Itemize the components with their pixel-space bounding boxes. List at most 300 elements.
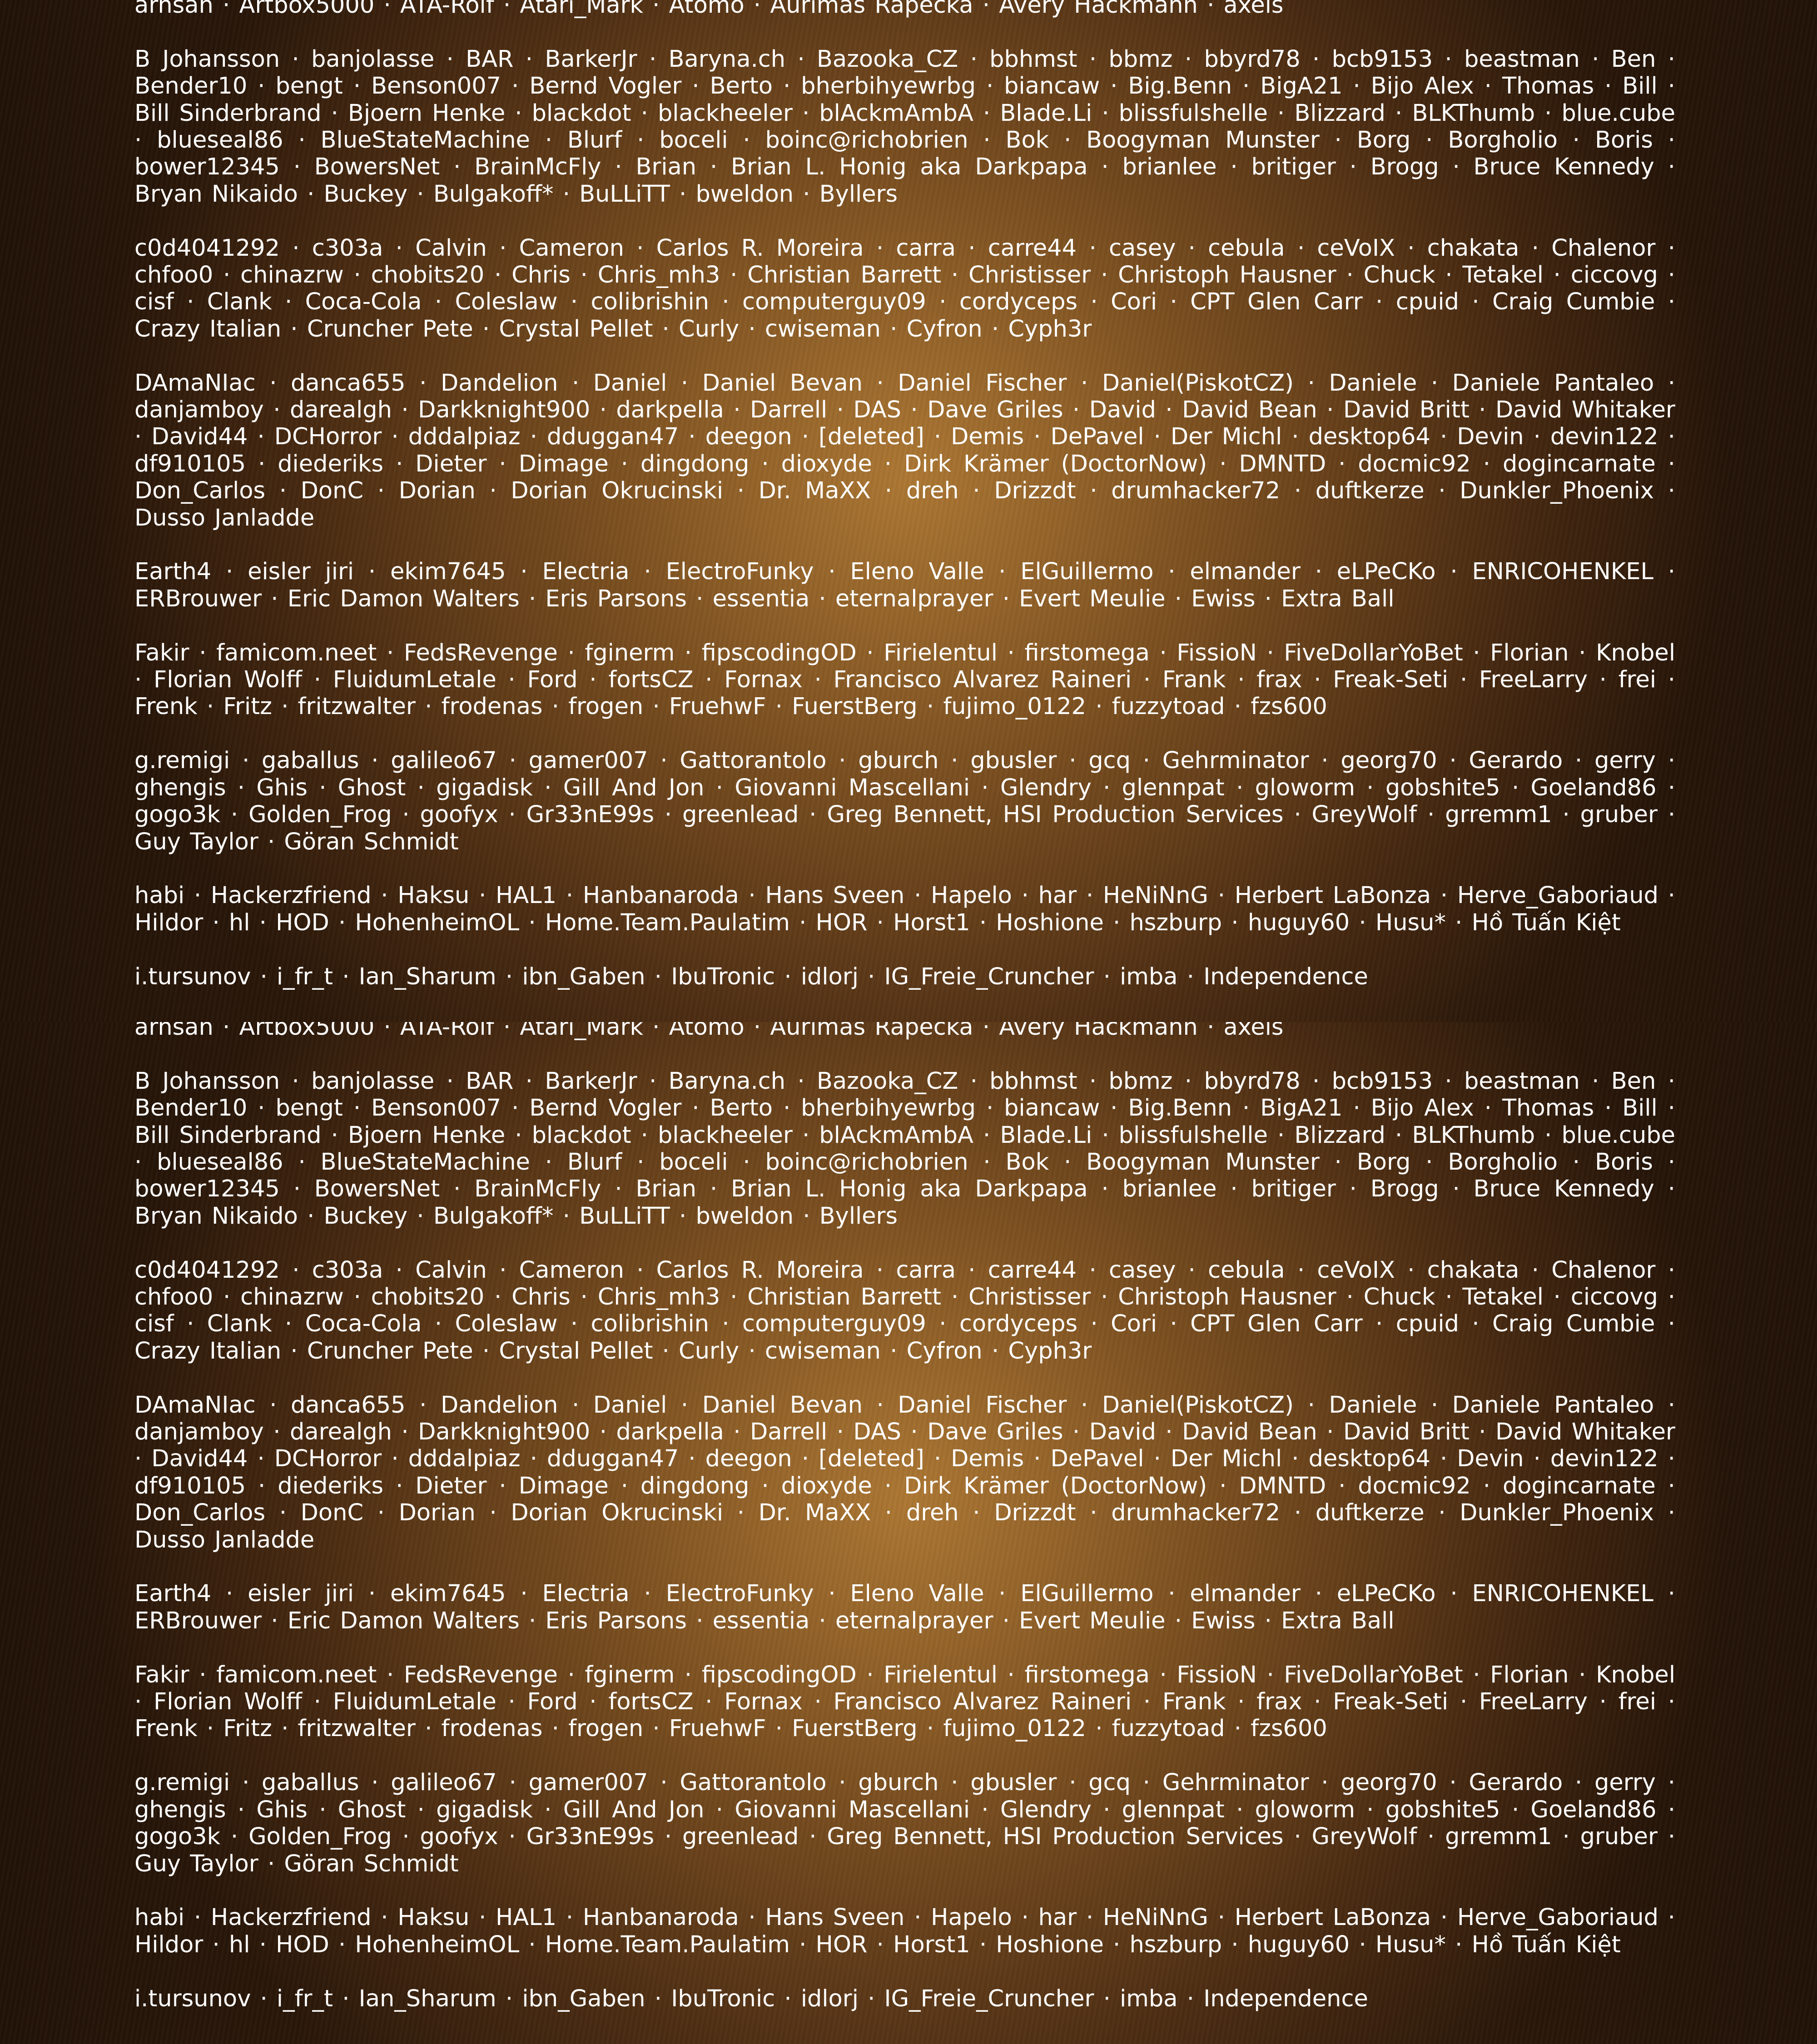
- contributor-name: Crystal Pellet: [499, 1338, 653, 1364]
- contributor-name: darealgh: [290, 397, 392, 423]
- contributor-name: beastman: [1464, 1068, 1580, 1095]
- contributor-name: darkpella: [616, 1419, 724, 1445]
- contributor-name: c0d4041292: [134, 235, 280, 262]
- contributor-name: Byllers: [819, 1203, 898, 1230]
- contributor-name: cisf: [134, 1310, 174, 1337]
- contributor-name: Cyph3r: [1008, 316, 1092, 342]
- contributor-name: Earth4: [134, 558, 211, 585]
- contributor-name: danca655: [291, 1392, 406, 1419]
- contributor-name: dddalpiaz: [408, 1445, 521, 1472]
- contributor-name: Fornax: [724, 666, 803, 693]
- contributor-name: docmic92: [1358, 451, 1470, 477]
- contributor-name: gigadisk: [436, 1796, 533, 1823]
- contributor-name: Darrell: [750, 1419, 827, 1445]
- contributor-name: Cori: [1111, 1310, 1157, 1337]
- contributor-name: Dave Griles: [927, 397, 1063, 423]
- contributor-name: eLPeCKo: [1337, 1580, 1436, 1607]
- contributor-name: casey: [1109, 1257, 1176, 1284]
- contributor-name: Chris_mh3: [598, 1284, 720, 1310]
- contributor-name: Firielentul: [884, 1662, 998, 1688]
- contributor-name: BowersNet: [314, 154, 440, 180]
- contributor-name: Hapelo: [931, 882, 1012, 909]
- contributor-name: Gill And Jon: [563, 774, 705, 801]
- contributor-name: Dorian: [399, 477, 476, 504]
- contributor-name: BAR: [466, 46, 513, 73]
- contributor-name: Bjoern Henke: [348, 100, 505, 127]
- contributor-name: carra: [896, 1257, 956, 1284]
- contributor-name: Christoph Hausner: [1118, 262, 1336, 288]
- contributor-name: blueseal86: [157, 127, 283, 154]
- contributor-name: Firielentul: [884, 640, 998, 666]
- contributor-name: Knobel: [1596, 1662, 1675, 1688]
- contributor-name: ciccovg: [1571, 1284, 1658, 1310]
- contributor-name: FluidumLetale: [333, 666, 496, 693]
- contributor-name: greenlead: [682, 801, 799, 828]
- credits-group: Earth4 · eisler jiri · ekim7645 · Electria · ElectroFunky · Eleno Valle · ElGuillermo · elmander · eLPeCKo · ENRICOHENKEL · ERBrouwer · Eric Damon Walters · Eris Parsons · essentia · eternalprayer · Evert Meulie · Ewiss · Extra Ball: [134, 1580, 1675, 1634]
- contributor-name: fujimo_0122: [943, 1715, 1086, 1742]
- credits-group: Fakir · famicom.neet · FedsRevenge · fginerm · fipscodingOD · Firielentul · firstomega · FissioN · FiveDollarYoBet · Florian · Knobel · Florian Wolff · FluidumLetale · Ford · fortsCZ · Fornax · Francisco Alvarez Raineri · Frank · frax · Freak-Seti · FreeLarry · frei · Frenk · Fritz · fritzwalter · frodenas · frogen · FruehwF · FuerstBerg · fujimo_0122 · fuzzytoad · fzs600: [134, 1662, 1675, 1742]
- contributor-name: imba: [1120, 1985, 1177, 2012]
- contributor-name: DCHorror: [274, 1445, 382, 1472]
- contributor-name: CPT Glen Carr: [1190, 1310, 1363, 1337]
- contributor-name: devin122: [1550, 1445, 1658, 1472]
- contributor-name: bherbihyewrbg: [801, 73, 976, 99]
- contributor-name: Guy Taylor: [134, 829, 258, 855]
- contributor-name: Golden_Frog: [248, 1823, 392, 1850]
- contributor-name: Blade.Li: [1000, 100, 1092, 127]
- contributor-name: Knobel: [1596, 640, 1675, 666]
- contributor-name: FreeLarry: [1479, 1688, 1588, 1715]
- contributor-name: Daniel Bevan: [702, 370, 863, 397]
- contributor-name: Bjoern Henke: [348, 1122, 505, 1149]
- contributor-name: Bijo Alex: [1371, 1095, 1474, 1121]
- contributor-name: IG_Freie_Cruncher: [884, 963, 1094, 990]
- contributor-name: Artbox5000: [239, 1022, 374, 1041]
- contributor-name: Bruce Kennedy: [1474, 1176, 1654, 1202]
- contributor-name: i.tursunov: [134, 1985, 251, 2012]
- contributor-name: DMNTD: [1239, 1473, 1326, 1499]
- contributor-name: David Bean: [1182, 397, 1317, 423]
- contributor-name: huguy60: [1248, 1931, 1350, 1958]
- contributor-name: frodenas: [442, 693, 543, 720]
- contributor-name: FiveDollarYoBet: [1284, 640, 1463, 666]
- contributor-name: bbmz: [1108, 46, 1172, 73]
- contributor-name: chinazrw: [240, 1284, 344, 1310]
- contributor-name: Francisco Alvarez Raineri: [833, 666, 1132, 693]
- contributor-name: bower12345: [134, 1176, 280, 1202]
- contributor-name: dingdong: [640, 1473, 750, 1499]
- contributor-name: blue.cube: [1561, 100, 1675, 127]
- contributor-name: dioxyde: [781, 451, 872, 477]
- contributor-name: Daniele Pantaleo: [1452, 1392, 1654, 1419]
- contributor-name: Calvin: [415, 1257, 487, 1284]
- credits-group: habi · Hackerzfriend · Haksu · HAL1 · Hanbanaroda · Hans Sveen · Hapelo · har · HeNiNnG · Herbert LaBonza · Herve_Gaboriaud · Hildor · hl · HOD · HohenheimOL · Home.Team.Paulatim · HOR · Horst1 · Hoshione · hszburp · huguy60 · Husu* · Hồ Tuấn Kiệt: [134, 1904, 1675, 1958]
- contributor-name: BlueStateMachine: [321, 1149, 530, 1176]
- contributor-name: Avery Hackmann: [999, 0, 1198, 19]
- contributor-name: Don_Carlos: [134, 477, 265, 504]
- contributor-name: Frank: [1162, 666, 1226, 693]
- contributor-name: i.tursunov: [134, 963, 251, 990]
- contributor-name: Bazooka_CZ: [817, 1068, 958, 1095]
- contributor-name: Bazooka_CZ: [817, 46, 958, 73]
- contributor-name: dreh: [906, 1499, 959, 1526]
- contributor-name: Bernd Vogler: [529, 1095, 681, 1121]
- contributor-name: duftkerze: [1316, 477, 1425, 504]
- contributor-name: David44: [151, 1445, 248, 1472]
- contributor-name: HOR: [816, 1931, 868, 1958]
- contributor-name: Gerardo: [1469, 1769, 1563, 1796]
- contributor-name: DePavel: [1051, 1445, 1144, 1472]
- contributor-name: IbuTronic: [671, 963, 775, 990]
- credits-group: arnsan · Artbox5000 · ATA-Rolf · Atari_Mark · Atomo · Aurimas Rapecka · Avery Hackmann · axels: [134, 1022, 1675, 1041]
- contributor-name: Bok: [1005, 127, 1049, 154]
- contributor-name: Glendry: [1000, 774, 1092, 801]
- contributor-name: Bok: [1005, 1149, 1049, 1176]
- contributor-name: Artbox5000: [239, 0, 374, 19]
- contributor-name: Dieter: [415, 1473, 487, 1499]
- contributor-name: Chuck: [1364, 1284, 1435, 1310]
- contributor-name: dduggan47: [547, 423, 679, 450]
- contributor-name: David Bean: [1182, 1419, 1317, 1445]
- contributor-name: ATA-Rolf: [400, 1022, 494, 1041]
- contributor-name: computerguy09: [742, 288, 926, 315]
- contributor-name: DAmaNIac: [134, 370, 256, 397]
- contributor-name: Drizzdt: [994, 1499, 1076, 1526]
- contributor-name: Crazy Italian: [134, 1338, 281, 1364]
- contributor-name: ERBrouwer: [134, 1607, 262, 1634]
- contributor-name: BarkerJr: [545, 46, 637, 73]
- contributor-name: Atomo: [669, 0, 745, 19]
- contributor-name: essentia: [713, 1607, 810, 1634]
- contributor-name: Giovanni Mascellani: [735, 774, 970, 801]
- contributor-name: Drizzdt: [994, 477, 1076, 504]
- contributor-name: Göran Schmidt: [284, 1851, 458, 1877]
- contributor-name: deegon: [705, 1445, 792, 1472]
- contributor-name: Dandelion: [441, 370, 558, 397]
- contributor-name: Blade.Li: [1000, 1122, 1092, 1149]
- contributor-name: BAR: [466, 1068, 513, 1095]
- contributor-name: boceli: [659, 1149, 728, 1176]
- contributor-name: Gerardo: [1469, 747, 1563, 774]
- contributor-name: Frenk: [134, 1715, 198, 1742]
- contributor-name: Boogyman Munster: [1086, 1149, 1320, 1176]
- contributor-name: Blurf: [567, 1149, 622, 1176]
- contributor-name: Extra Ball: [1281, 1607, 1394, 1634]
- contributor-name: Tetakel: [1463, 1284, 1544, 1310]
- contributor-name: Ford: [527, 666, 577, 693]
- contributor-name: blissfulshelle: [1119, 1122, 1268, 1149]
- contributor-name: dingdong: [640, 451, 750, 477]
- contributor-name: gamer007: [529, 1769, 648, 1796]
- credits-group: B Johansson · banjolasse · BAR · BarkerJr · Baryna.ch · Bazooka_CZ · bbhmst · bbmz · bbyrd78 · bcb9153 · beastman · Ben · Bender10 · bengt · Benson007 · Bernd Vogler · Berto · bherbihyewrbg · biancaw · Big.Benn · BigA21 · Bijo Alex · Thomas · Bill · Bill Sinderbrand · Bjoern Henke · blackdot · blackheeler · blAckmAmbA · Blade.Li · blissfulshelle · Blizzard · BLKThumb · blue.cube · blueseal86 · BlueStateMachine · Blurf · boceli · boinc@richobrien · Bok · Boogyman Munster · Borg · Borgholio · Boris · bower12345 · BowersNet · BrainMcFly · Brian · Brian L. Honig aka Darkpapa · brianlee · britiger · Brogg · Bruce Kennedy · Bryan Nikaido · Buckey · Bulgakoff* · BuLLiTT · bweldon · Byllers: [134, 1068, 1675, 1230]
- contributor-name: Hildor: [134, 1931, 203, 1958]
- contributor-name: Daniele Pantaleo: [1452, 370, 1654, 397]
- contributor-name: eisler jiri: [248, 1580, 354, 1607]
- contributor-name: fujimo_0122: [943, 693, 1086, 720]
- contributor-name: ATA-Rolf: [400, 0, 494, 19]
- credits-group: arnsan · Artbox5000 · ATA-Rolf · Atari_Mark · Atomo · Aurimas Rapecka · Avery Hackmann · axels: [134, 0, 1675, 19]
- contributor-name: Dusso Janladde: [134, 1527, 314, 1553]
- contributor-name: frodenas: [442, 1715, 543, 1742]
- contributor-name: Devin: [1457, 423, 1524, 450]
- contributor-name: Daniel(PiskotCZ): [1102, 1392, 1294, 1419]
- contributor-name: [deleted]: [819, 1445, 924, 1472]
- contributor-name: Eric Damon Walters: [288, 585, 520, 612]
- contributor-name: bengt: [275, 1095, 343, 1121]
- contributor-name: BarkerJr: [545, 1068, 637, 1095]
- contributor-name: Goeland86: [1530, 1796, 1656, 1823]
- contributor-name: gburch: [858, 747, 938, 774]
- contributor-name: Home.Team.Paulatim: [545, 909, 790, 936]
- contributor-name: huguy60: [1248, 909, 1350, 936]
- contributor-name: Avery Hackmann: [999, 1022, 1198, 1041]
- contributor-name: carre44: [988, 1257, 1077, 1284]
- contributor-name: Dunkler_Phoenix: [1460, 477, 1654, 504]
- contributor-name: desktop64: [1309, 1445, 1430, 1472]
- contributor-name: Hapelo: [931, 1904, 1012, 1931]
- contributor-name: Ben: [1611, 46, 1656, 73]
- contributor-name: imba: [1120, 963, 1177, 990]
- contributor-name: Fakir: [134, 640, 189, 666]
- contributor-name: danjamboy: [134, 1419, 264, 1445]
- contributor-name: blue.cube: [1561, 1122, 1675, 1149]
- contributor-name: bcb9153: [1332, 46, 1433, 73]
- contributor-name: Christisser: [968, 262, 1091, 288]
- contributor-name: Bryan Nikaido: [134, 181, 298, 208]
- contributor-name: Dirk Krämer (DoctorNow): [904, 1473, 1207, 1499]
- contributor-name: Bill: [1622, 73, 1658, 99]
- contributor-name: Greg Bennett, HSI Production Services: [827, 801, 1283, 828]
- contributor-name: Earth4: [134, 1580, 211, 1607]
- contributor-name: fortsCZ: [608, 666, 693, 693]
- contributor-name: hl: [229, 1931, 250, 1958]
- contributor-name: df910105: [134, 451, 246, 477]
- contributor-name: Bernd Vogler: [529, 73, 681, 99]
- contributor-name: carra: [896, 235, 956, 262]
- contributor-name: Berto: [710, 1095, 773, 1121]
- contributor-name: Boogyman Munster: [1086, 127, 1320, 154]
- contributor-name: Gill And Jon: [563, 1796, 705, 1823]
- contributor-name: Daniel Fischer: [898, 1392, 1067, 1419]
- contributor-name: DAmaNIac: [134, 1392, 256, 1419]
- contributor-name: Blizzard: [1294, 100, 1385, 127]
- contributor-name: dogincarnate: [1503, 1473, 1656, 1499]
- contributor-name: Coca-Cola: [305, 1310, 422, 1337]
- contributor-name: ekim7645: [390, 1580, 506, 1607]
- contributor-name: Ghis: [256, 774, 308, 801]
- contributor-name: grremm1: [1445, 1823, 1552, 1850]
- contributor-name: Berto: [710, 73, 773, 99]
- contributor-name: gigadisk: [436, 774, 533, 801]
- contributor-name: df910105: [134, 1473, 246, 1499]
- contributor-name: Borgholio: [1448, 127, 1558, 154]
- contributor-name: grremm1: [1445, 801, 1552, 828]
- contributor-name: Florian Wolff: [154, 666, 302, 693]
- contributor-name: gloworm: [1255, 774, 1355, 801]
- contributor-name: ghengis: [134, 774, 226, 801]
- contributor-name: Florian Wolff: [154, 1688, 302, 1715]
- contributor-name: BLKThumb: [1412, 1122, 1535, 1149]
- contributor-name: BrainMcFly: [474, 1176, 601, 1202]
- contributor-name: BLKThumb: [1412, 100, 1535, 127]
- credits-group: B Johansson · banjolasse · BAR · BarkerJr · Baryna.ch · Bazooka_CZ · bbhmst · bbmz · bbyrd78 · bcb9153 · beastman · Ben · Bender10 · bengt · Benson007 · Bernd Vogler · Berto · bherbihyewrbg · biancaw · Big.Benn · BigA21 · Bijo Alex · Thomas · Bill · Bill Sinderbrand · Bjoern Henke · blackdot · blackheeler · blAckmAmbA · Blade.Li · blissfulshelle · Blizzard · BLKThumb · blue.cube · blueseal86 · BlueStateMachine · Blurf · boceli · boinc@richobrien · Bok · Boogyman Munster · Borg · Borgholio · Boris · bower12345 · BowersNet · BrainMcFly · Brian · Brian L. Honig aka Darkpapa · brianlee · britiger · Brogg · Bruce Kennedy · Bryan Nikaido · Buckey · Bulgakoff* · BuLLiTT · bweldon · Byllers: [134, 46, 1675, 208]
- contributor-name: Daniele: [1329, 370, 1417, 397]
- contributor-name: [deleted]: [819, 423, 924, 450]
- contributor-name: fginerm: [585, 640, 675, 666]
- contributor-name: Crystal Pellet: [499, 316, 653, 342]
- contributor-name: fipscodingOD: [702, 1662, 857, 1688]
- contributor-name: BigA21: [1260, 1095, 1342, 1121]
- contributor-name: blueseal86: [157, 1149, 283, 1176]
- contributor-name: B Johansson: [134, 46, 280, 73]
- contributor-name: Chuck: [1364, 262, 1435, 288]
- contributor-name: fuzzytoad: [1112, 1715, 1225, 1742]
- contributor-name: DonC: [301, 477, 363, 504]
- contributor-name: chobits20: [371, 1284, 485, 1310]
- contributor-name: Home.Team.Paulatim: [545, 1931, 790, 1958]
- contributor-name: blackheeler: [658, 1122, 793, 1149]
- contributor-name: chfoo0: [134, 262, 213, 288]
- contributor-name: Hildor: [134, 909, 203, 936]
- contributor-name: blissfulshelle: [1119, 100, 1268, 127]
- contributor-name: georg70: [1340, 747, 1437, 774]
- credits-group: i.tursunov · i_fr_t · Ian_Sharum · ibn_Gaben · IbuTronic · idlorj · IG_Freie_Cruncher · imba · Independence: [134, 1985, 1675, 2012]
- contributor-name: ERBrouwer: [134, 585, 262, 612]
- contributor-name: darkpella: [616, 397, 724, 423]
- contributor-name: Bijo Alex: [1371, 73, 1474, 99]
- contributor-name: Florian: [1490, 640, 1569, 666]
- contributor-name: gbusler: [970, 747, 1057, 774]
- contributor-name: elmander: [1190, 1580, 1301, 1607]
- contributor-name: Eleno Valle: [850, 1580, 984, 1607]
- contributor-name: Crazy Italian: [134, 316, 281, 342]
- contributor-name: brianlee: [1122, 1176, 1217, 1202]
- contributor-name: diederiks: [278, 451, 383, 477]
- contributor-name: gloworm: [1255, 1796, 1355, 1823]
- contributor-name: IG_Freie_Cruncher: [884, 1985, 1094, 2012]
- contributor-name: David Britt: [1343, 1419, 1469, 1445]
- contributor-name: Tetakel: [1463, 262, 1544, 288]
- contributor-name: colibrishin: [591, 1310, 709, 1337]
- contributor-name: CPT Glen Carr: [1190, 288, 1363, 315]
- contributor-name: gogo3k: [134, 801, 220, 828]
- contributor-name: fritzwalter: [298, 1715, 416, 1742]
- contributor-name: HeNiNnG: [1103, 1904, 1208, 1931]
- contributor-name: carre44: [988, 235, 1077, 262]
- contributor-name: cwiseman: [765, 1338, 881, 1364]
- contributor-name: HOR: [816, 909, 868, 936]
- contributor-name: Daniel: [593, 370, 667, 397]
- contributor-name: Bulgakoff*: [433, 181, 554, 208]
- contributor-name: Clank: [207, 1310, 272, 1337]
- contributor-name: darealgh: [290, 1419, 392, 1445]
- contributor-name: essentia: [713, 585, 810, 612]
- contributor-name: Ian_Sharum: [359, 963, 496, 990]
- contributor-name: har: [1038, 882, 1077, 909]
- contributor-name: Benson007: [371, 1095, 501, 1121]
- contributor-name: Daniele: [1329, 1392, 1417, 1419]
- contributor-name: habi: [134, 882, 184, 909]
- contributor-name: HohenheimOL: [355, 909, 519, 936]
- contributor-name: Golden_Frog: [248, 801, 392, 828]
- contributor-name: Chris: [511, 1284, 571, 1310]
- contributor-name: ekim7645: [390, 558, 506, 585]
- contributor-name: Chris: [511, 262, 571, 288]
- contributor-name: DMNTD: [1239, 451, 1326, 477]
- contributor-name: c303a: [312, 1257, 383, 1284]
- contributor-name: Borg: [1357, 1149, 1411, 1176]
- contributor-name: eisler jiri: [248, 558, 354, 585]
- contributor-name: FedsRevenge: [404, 640, 558, 666]
- contributor-name: Gattorantolo: [680, 747, 826, 774]
- contributor-name: Ghost: [338, 1796, 406, 1823]
- contributor-name: Freak-Seti: [1333, 1688, 1448, 1715]
- contributor-name: Herbert LaBonza: [1235, 882, 1431, 909]
- contributor-name: HAL1: [496, 882, 556, 909]
- contributor-name: dogincarnate: [1503, 451, 1656, 477]
- contributor-name: IbuTronic: [671, 1985, 775, 2012]
- contributor-name: David: [1089, 1419, 1156, 1445]
- contributor-name: chinazrw: [240, 262, 344, 288]
- contributor-name: danjamboy: [134, 397, 264, 423]
- contributor-name: cordyceps: [959, 1310, 1077, 1337]
- contributor-name: Hồ Tuấn Kiệt: [1472, 1931, 1621, 1958]
- contributor-name: fuzzytoad: [1112, 693, 1225, 720]
- contributor-name: chakata: [1427, 1257, 1519, 1284]
- contributor-name: gaballus: [262, 747, 359, 774]
- contributor-name: Fritz: [223, 693, 272, 720]
- contributor-name: Big.Benn: [1128, 1095, 1232, 1121]
- contributor-name: glennpat: [1122, 1796, 1225, 1823]
- contributor-name: Electria: [542, 558, 629, 585]
- contributor-name: eLPeCKo: [1337, 558, 1436, 585]
- contributor-name: britiger: [1251, 1176, 1335, 1202]
- contributor-name: Hanbanaroda: [583, 1904, 739, 1931]
- contributor-name: HeNiNnG: [1103, 882, 1208, 909]
- contributor-name: Der Michl: [1171, 423, 1282, 450]
- contributor-name: DePavel: [1051, 423, 1144, 450]
- contributor-name: Ghis: [256, 1796, 308, 1823]
- contributor-name: Ghost: [338, 774, 406, 801]
- contributor-name: colibrishin: [591, 288, 709, 315]
- contributor-name: Gr33nE99s: [526, 1823, 654, 1850]
- contributor-name: Dr. MaXX: [759, 477, 871, 504]
- contributor-name: Hackerzfriend: [211, 1904, 372, 1931]
- contributor-name: bower12345: [134, 154, 280, 180]
- contributor-name: habi: [134, 1904, 184, 1931]
- contributor-name: Bill Sinderbrand: [134, 100, 321, 127]
- contributor-name: gbusler: [970, 1769, 1057, 1796]
- contributor-name: DAS: [853, 397, 901, 423]
- contributor-name: boinc@richobrien: [765, 1149, 968, 1176]
- contributor-name: Christian Barrett: [747, 1284, 941, 1310]
- contributor-name: deegon: [705, 423, 792, 450]
- contributor-name: Gehrminator: [1162, 747, 1309, 774]
- contributor-name: Christian Barrett: [747, 262, 941, 288]
- contributor-name: Borgholio: [1448, 1149, 1558, 1176]
- contributor-name: Boris: [1595, 127, 1653, 154]
- contributor-name: Benson007: [371, 73, 501, 99]
- contributor-name: gaballus: [262, 1769, 359, 1796]
- contributor-name: frei: [1618, 666, 1656, 693]
- contributor-name: cisf: [134, 288, 174, 315]
- contributor-name: bbhmst: [989, 1068, 1077, 1095]
- contributor-name: Eric Damon Walters: [288, 1607, 520, 1634]
- contributor-name: Blurf: [567, 127, 622, 154]
- contributor-name: Dunkler_Phoenix: [1460, 1499, 1654, 1526]
- contributor-name: Ian_Sharum: [359, 1985, 496, 2012]
- contributor-name: greenlead: [682, 1823, 799, 1850]
